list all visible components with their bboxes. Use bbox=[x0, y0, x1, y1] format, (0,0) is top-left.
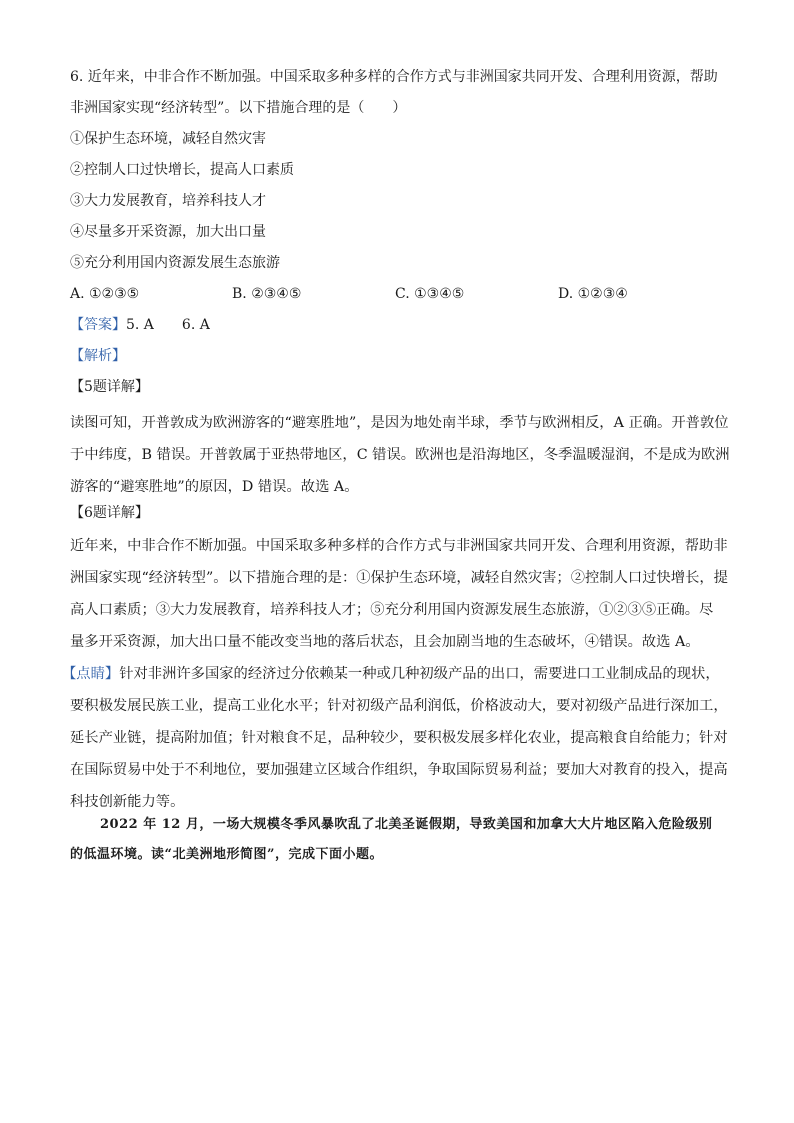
question-6-block bbox=[70, 68, 718, 409]
detail-5-line-1: 读图可知，开普敦成为欧洲游客的“避寒胜地”，是因为地处南半球，季节与欧洲相反，A 正确。开普敦位 bbox=[70, 415, 729, 431]
option-b: B. ②③④⑤ bbox=[232, 286, 302, 302]
option-a: A. ①②③⑤ bbox=[70, 286, 140, 302]
question-6-item-1: ①保护生态环境，减轻自然灾害 bbox=[70, 131, 266, 147]
detail-5-line-2: 于中纬度，B 错误。开普敦属于亚热带地区，C 错误。欧洲也是沿海地区，冬季温暖湿润，不是成为欧洲 bbox=[70, 447, 730, 463]
question-6-stem-line2: 非洲国家实现“经济转型”。以下措施合理的是（ ） bbox=[70, 100, 407, 116]
tip-line-3: 在国际贸易中处于不利地位，要加强建立区域合作组织，争取国际贸易利益；要加大对教育的投入，提高 bbox=[70, 762, 728, 778]
detail-5-tag: 【5题详解】 bbox=[70, 379, 149, 395]
question-6-item-4: ④尽量多开采资源，加大出口量 bbox=[70, 224, 266, 240]
question-6-options bbox=[70, 285, 718, 316]
detail-5-line-3: 游客的“避寒胜地”的原因，D 错误。故选 A。 bbox=[70, 479, 359, 495]
next-passage-line-1: 2022 年 12 月，一场大规模冬季风暴吹乱了北美圣诞假期，导致美国和加拿大大片地区陷入危险级别 bbox=[100, 817, 713, 832]
tip-text bbox=[70, 690, 730, 818]
answer-tag: 【答案】 bbox=[70, 317, 126, 333]
question-6-item-5: ⑤充分利用国内资源发展生态旅游 bbox=[70, 255, 280, 271]
option-c: C. ①③④⑤ bbox=[395, 286, 465, 302]
detail-5-text bbox=[70, 407, 730, 503]
detail-6-line-4: 量多开采资源，加大出口量不能改变当地的落后状态，且会加剧当地的生态破坏，④错误。故选 A。 bbox=[70, 634, 700, 650]
analysis-row bbox=[70, 347, 718, 378]
detail-6-text bbox=[70, 530, 730, 658]
tip-line-2: 延长产业链，提高附加值；针对粮食不足，品种较少，要积极发展多样化农业，提高粮食自给能力；针对 bbox=[70, 730, 728, 746]
tip-first-line: 针对非洲许多国家的经济过分依赖某一种或几种初级产品的出口，需要进口工业制成品的现状， bbox=[119, 666, 720, 682]
analysis-tag: 【解析】 bbox=[70, 348, 126, 364]
tip-tag: 【点睛】 bbox=[62, 666, 120, 682]
answer-row bbox=[70, 316, 718, 347]
question-6-item-2: ②控制人口过快增长，提高人口素质 bbox=[70, 162, 294, 178]
tip-block bbox=[62, 658, 730, 690]
next-passage-line-2: 的低温环境。读“北美洲地形简图”，完成下面小题。 bbox=[70, 847, 383, 862]
answer-value: 5. A 6. A bbox=[126, 317, 210, 333]
option-d: D. ①②③④ bbox=[558, 286, 628, 302]
tip-line-4: 科技创新能力等。 bbox=[70, 794, 185, 810]
detail-5-heading bbox=[70, 378, 718, 409]
detail-6-tag: 【6题详解】 bbox=[70, 505, 149, 521]
question-6-stem-line1: 6. 近年来，中非合作不断加强。中国采取多种多样的合作方式与非洲国家共同开发、合理利用资源，帮助 bbox=[70, 69, 718, 85]
detail-6-line-1: 近年来，中非合作不断加强。中国采取多种多样的合作方式与非洲国家共同开发、合理利用资源，帮助非 bbox=[70, 538, 728, 554]
detail-6-line-3: 高人口素质；③大力发展教育，培养科技人才；⑤充分利用国内资源发展生态旅游，①②③⑤正确。尽 bbox=[70, 602, 714, 618]
detail-6-heading bbox=[70, 502, 149, 523]
detail-6-line-2: 洲国家实现“经济转型”。以下措施合理的是：①保护生态环境，减轻自然灾害；②控制人口过快增长，提 bbox=[70, 570, 728, 586]
tip-line-1: 要积极发展民族工业，提高工业化水平；针对初级产品利润低，价格波动大，要对初级产品进行深加工， bbox=[70, 698, 728, 714]
next-passage bbox=[70, 810, 730, 870]
question-6-item-3: ③大力发展教育，培养科技人才 bbox=[70, 193, 266, 209]
